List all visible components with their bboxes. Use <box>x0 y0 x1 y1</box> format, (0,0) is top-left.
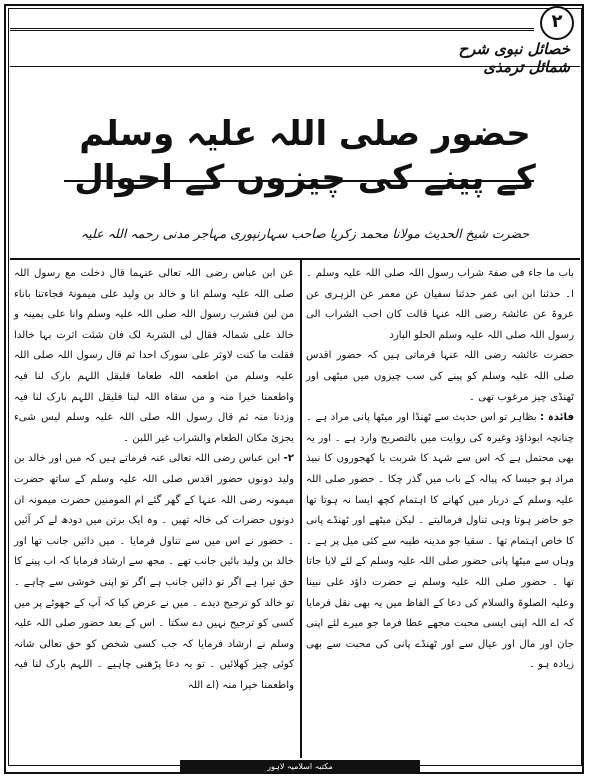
chapter-title: حضور صلی اللہ علیہ وسلم کے پینے کی چیزوں کے احوال <box>74 114 536 198</box>
fayda-label: فائدہ : <box>540 412 574 424</box>
hadith-number: ٢- <box>283 453 294 465</box>
left-column <box>14 264 294 696</box>
author-byline: حضرت شیخ الحدیث مولانا محمد زکریا صاحب سہارنپوری مہاجر مدنی رحمہ اللہ علیہ <box>80 226 530 241</box>
header-rule <box>10 66 580 67</box>
book-title: خصائل نبوی شرح شمائل ترمذی <box>458 40 570 76</box>
hadith2-arabic-text: عن ابن عباس رضی اللہ تعالی عنہما قال دخلت مع رسول اللہ صلی اللہ علیہ وسلم انا و خالد بن ولید علی میمونۃ فجاءتنا باناء من لبن فشرب رسول اللہ صلی اللہ علیہ وسلم وانا علی یمینہ و خالد علی شمالہ فقال لی الشربۃ لک فان شئت اثرت بہا خالدا فقلت ما کنت لاوثر علی سورک احدا ثم قال رسول اللہ صلی اللہ علیہ وسلم من اطعمہ اللہ طعاما فلیقل اللہم بارک لنا فیہ واطعمنا خیرا منہ و من سقاہ اللہ لبنا فلیقل اللہم بارک لنا فیہ وزدنا منہ ثم قال رسول اللہ صلی اللہ علیہ وسلم لیس شیء یجزئ مکان الطعام والشراب غیر اللبن ۔ <box>14 268 294 444</box>
top-rule <box>10 28 534 31</box>
page-number: ٢ <box>540 6 574 40</box>
hadith2-translation: ابن عباس رضی اللہ تعالی عنہ فرماتے ہیں کہ میں اور خالد بن ولید دونوں حضور اقدس صلی اللہ علیہ وسلم کے ساتھ حضرت میمونہ رضی اللہ عنہا کے گھر گئے ام المومنین حضرت میمونہ ان دونوں حضرات کی خالہ تھیں ۔ وہ ایک برتن میں دودھ لے کر آئیں ۔ حضور نے اس میں سے تناول فرمایا ۔ میں دائیں جانب تھا اور خالد بن ولید بائیں جانب تھے ۔ مجھ سے ارشاد فرمایا کہ اب پینے کا حق تیرا ہے اگر تو دائیں جانب ہے اگر تو اپنی خوشی سے چاہے ۔ تو خالد کو ترجیح دیدے ۔ میں نے عرض کیا کہ آپ کے جھوٹے پر میں کسی کو ترجیح نہیں دے سکتا ۔ اس کے بعد حضور صلی اللہ علیہ وسلم نے ارشاد فرمایا کہ جب کسی شخص کو حق تعالی شانہ کوئی چیز کھلائیں ۔ تو یہ دعا پڑھنی چاہیے ۔ اللہم بارک لنا فیہ واطعمنا خیرا منہ (اے اللہ <box>14 453 294 691</box>
fayda-paragraph <box>306 408 574 676</box>
hadith-translation: حضرت عائشہ رضی اللہ عنہا فرماتی ہیں کہ حضور اقدس صلی اللہ علیہ وسلم کو پینے کی سب چیزوں میں میٹھی اور ٹھنڈی چیز مرغوب تھی ۔ <box>306 350 574 403</box>
title-underline <box>64 180 534 182</box>
fayda-text: بظاہر تو اس حدیث سے ٹھنڈا اور میٹھا پانی مراد ہے ۔ چنانچہ ابوداؤد وغیرہ کی روایت میں بالتصریح وارد ہے ۔ اور یہ بھی محتمل ہے کہ اس سے شہد کا شربت یا کھجوروں کا نبیذ مراد ہو جیسا کہ پیالہ کے باب میں گذر چکا ۔ حضور صلی اللہ علیہ وسلم کے دربار میں کھانے کا اہتمام کچھ ایسا نہ ہوتا تھا جو حاضر ہوتا وہی تناول فرمالیتے ۔ لیکن میٹھے اور ٹھنڈے پانی کا خاص اہتمام تھا ۔ سقیا جو مدینہ طیبہ سے کئی میل پر ہے ۔ وہاں سے میٹھا پانی حضور صلی اللہ علیہ وسلم کے لئے لایا جاتا تھا ۔ حضور صلی اللہ علیہ وسلم نے حضرت داؤد علی نبینا وعلیہ الصلوۃ والسلام کی دعا کے الفاظ میں یہ بھی نقل فرمایا کہ اے اللہ اپنی ایسی محبت مجھے عطا فرما جو میرے لئے اپنی جان اور مال اور عیال سے اور ٹھنڈے پانی کی محبت سے بھی زیادہ ہو ۔ <box>306 412 574 671</box>
right-column <box>306 264 574 676</box>
footer-publisher: مکتبہ اسلامیہ لاہور <box>180 760 420 774</box>
hadith2-translation-paragraph <box>14 449 294 696</box>
column-divider <box>300 258 302 758</box>
columns-top-rule <box>10 258 580 260</box>
hadith-arabic-text: باب ما جاء فی صفۃ شراب رسول اللہ صلی اللہ علیہ وسلم ۔ ا۔ حدثنا ابن ابی عمر حدثنا سفیان عن معمر عن الزہری عن عروۃ عن عائشۃ رضی اللہ عنہا قالت کان احب الشراب الی رسول اللہ صلی اللہ علیہ وسلم الحلو البارد <box>306 268 574 341</box>
